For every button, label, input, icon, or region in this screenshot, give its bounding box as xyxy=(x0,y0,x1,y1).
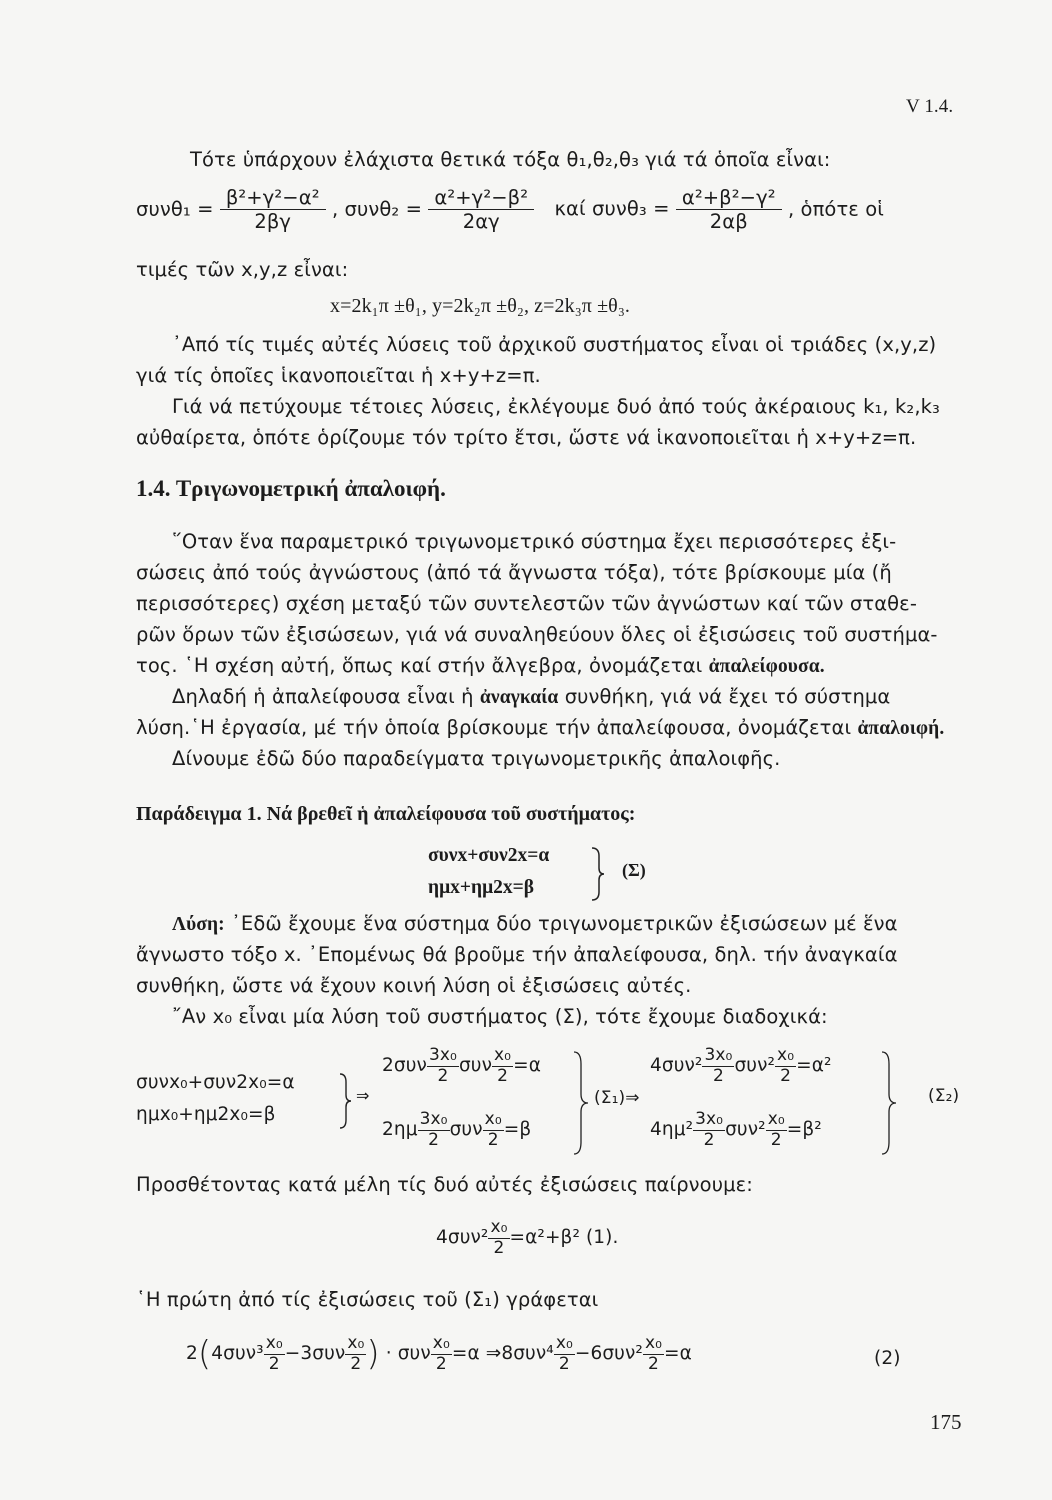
cos1-lhs: συνθ₁ = xyxy=(136,197,214,221)
left-eq2: ημx₀+ημ2x₀=β xyxy=(136,1104,276,1125)
paragraph-line: περισσότερες) σχέση μεταξύ τῶν συντελεστῶν τῶν ἀγνώστων καί τῶν σταθε- xyxy=(136,592,917,615)
example-title: Παράδειγμα 1. Νά βρεθεῖ ἡ ἀπαλείφουσα τοῦ συστήματος: xyxy=(136,803,636,825)
cosine-equations xyxy=(136,186,884,234)
paragraph-line: τος. ῾Η σχέση αὐτή, ὅπως καί στήν ἄλγεβρα, ὀνομάζεται ἀπαλείφουσα. xyxy=(136,654,825,677)
mid-eq1: 2συν $\frac{\text{3x₀}}{2}$ συν $\frac{\text{x₀}}{2}$ =α xyxy=(382,1045,541,1086)
cos2-lhs: , συνθ₂ = xyxy=(331,197,423,221)
paragraph-line: Προσθέτοντας κατά μέλη τίς δυό αὐτές ἐξισώσεις παίρνουμε: xyxy=(136,1173,753,1196)
paragraph-line: ρῶν ὅρων τῶν ἐξισώσεων, γιά νά συναληθεύουν ὅλες οἱ ἐξισώσεις τοῦ συστήμα- xyxy=(136,623,938,646)
paragraph-line: σώσεις ἀπό τούς ἀγνώστους (ἀπό τά ἄγνωστα τόξα), τότε βρίσκουμε μία (ἤ xyxy=(136,561,892,584)
sigma1-label: (Σ₁)⇒ xyxy=(594,1088,640,1108)
intro-line: Τότε ὑπάρχουν ἐλάχιστα θετικά τόξα θ₁,θ₂,θ₃ γιά τά ὁποῖα εἶναι: xyxy=(190,148,831,171)
right-paren-icon: ) xyxy=(366,1334,380,1375)
equation-2: 2(4συν³ $\frac{\text{x₀}}{2}$ −3συν $\frac{\text{x₀}}{2}$ ) · συν $\frac{\text{x₀}}{2}$ =α ⇒8συν⁴ $\frac{\text{x₀}}{2}$ −6συν² $\frac{\text{x₀}}{2}$ =α xyxy=(186,1333,692,1375)
right-brace-icon xyxy=(338,1072,352,1130)
sigma2-label: (Σ₂) xyxy=(928,1086,960,1106)
page-number: 175 xyxy=(930,1410,962,1434)
term-elimination: ἀπαλοιφή. xyxy=(857,718,945,739)
equation-2-label: (2) xyxy=(874,1348,901,1369)
section-marker: V 1.4. xyxy=(906,96,954,117)
paragraph-line: Δηλαδή ἡ ἀπαλείφουσα εἶναι ἡ ἀναγκαία συνθήκη, γιά νά ἔχει τό σύστημα xyxy=(172,685,891,708)
paragraph-line: λύση.῾Η ἐργασία, μέ τήν ὁποία βρίσκουμε τήν ἀπαλείφουσα, ὀνομάζεται ἀπαλοιφή. xyxy=(136,716,945,739)
values-line: τιμές τῶν x,y,z εἶναι: xyxy=(136,258,349,281)
left-eq1: συνx₀+συν2x₀=α xyxy=(136,1072,295,1093)
paragraph-line: ῞Οταν ἕνα παραμετρικό τριγωνομετρικό σύστημα ἔχει περισσότερες ἐξι- xyxy=(172,530,897,553)
cos3-fraction: $\frac{\text{α²+β²−γ²}}{2\alpha\beta}$ xyxy=(676,186,782,234)
right-brace-icon xyxy=(880,1050,898,1156)
cos2-fraction: $\frac{\text{α²+γ²−β²}}{2\alpha\gamma}$ xyxy=(428,186,534,234)
system-eq1: συνx+συν2x=α xyxy=(428,845,550,866)
equation-1: 4συν² $\frac{\text{x₀}}{2}$ =α²+β² (1). xyxy=(436,1217,619,1258)
paragraph-line: συνθήκη, ὥστε νά ἔχουν κοινή λύση οἱ ἐξισώσεις αὐτές. xyxy=(136,974,692,997)
paragraph-line: Λύση: ᾿Εδῶ ἔχουμε ἕνα σύστημα δύο τριγωνομετρικῶν ἐξισώσεων μέ ἕνα xyxy=(172,912,898,935)
system-eq2: ημx+ημ2x=β xyxy=(428,877,535,898)
cos-tail: , ὁπότε οἱ xyxy=(787,197,884,221)
mid-eq2: 2ημ $\frac{\text{3x₀}}{2}$ συν $\frac{\text{x₀}}{2}$ =β xyxy=(382,1109,532,1150)
solution-label: Λύση: xyxy=(172,914,225,935)
system-label: (Σ) xyxy=(622,860,646,880)
implies-arrow: ⇒ xyxy=(356,1086,370,1105)
solutions-line: x=2k₁π ±θ₁, y=2k₂π ±θ₂, z=2k₃π ±θ₃. xyxy=(330,295,631,317)
cos1-fraction: $\frac{\text{β²+γ²−α²}}{2\beta\gamma}$ xyxy=(220,186,326,234)
paragraph-line: Γιά νά πετύχουμε τέτοιες λύσεις, ἐκλέγουμε δυό ἀπό τούς ἀκέραιους k₁, k₂,k₃ xyxy=(172,395,940,418)
term-necessary: ἀναγκαία xyxy=(479,687,559,708)
paragraph-line: ᾿Από τίς τιμές αὐτές λύσεις τοῦ ἀρχικοῦ συστήματος εἶναι οἱ τριάδες (x,y,z) xyxy=(172,333,937,356)
paragraph-line: Δίνουμε ἐδῶ δύο παραδείγματα τριγωνομετρικῆς ἀπαλοιφῆς. xyxy=(172,747,781,770)
paragraph-line: ῎Αν x₀ εἶναι μία λύση τοῦ συστήματος (Σ), τότε ἔχουμε διαδοχικά: xyxy=(172,1005,828,1028)
cos3-lhs: καί συνθ₃ = xyxy=(554,197,670,221)
brace-icon xyxy=(572,1050,592,1156)
section-heading: 1.4. Τριγωνομετρική ἀπαλοιφή. xyxy=(136,476,446,501)
paragraph-line: γιά τίς ὁποῖες ἱκανοποιεῖται ἡ x+y+z=π. xyxy=(136,364,541,387)
right-brace-icon xyxy=(590,846,606,902)
right-eq2: 4ημ² $\frac{\text{3x₀}}{2}$ συν² $\frac{\text{x₀}}{2}$ =β² xyxy=(650,1109,822,1150)
right-eq1: 4συν² $\frac{\text{3x₀}}{2}$ συν² $\frac{\text{x₀}}{2}$ =α² xyxy=(650,1045,832,1086)
term-eliminant: ἀπαλείφουσα. xyxy=(708,656,825,677)
paragraph-line: ἄγνωστο τόξο x. ᾿Επομένως θά βροῦμε τήν ἀπαλείφουσα, δηλ. τήν ἀναγκαία xyxy=(136,943,898,966)
paragraph-line: ῾Η πρώτη ἀπό τίς ἐξισώσεις τοῦ (Σ₁) γράφεται xyxy=(136,1288,599,1311)
left-paren-icon: ( xyxy=(197,1334,212,1375)
paragraph-line: αὐθαίρετα, ὁπότε ὁρίζουμε τόν τρίτο ἔτσι, ὥστε νά ἱκανοποιεῖται ἡ x+y+z=π. xyxy=(136,426,917,449)
